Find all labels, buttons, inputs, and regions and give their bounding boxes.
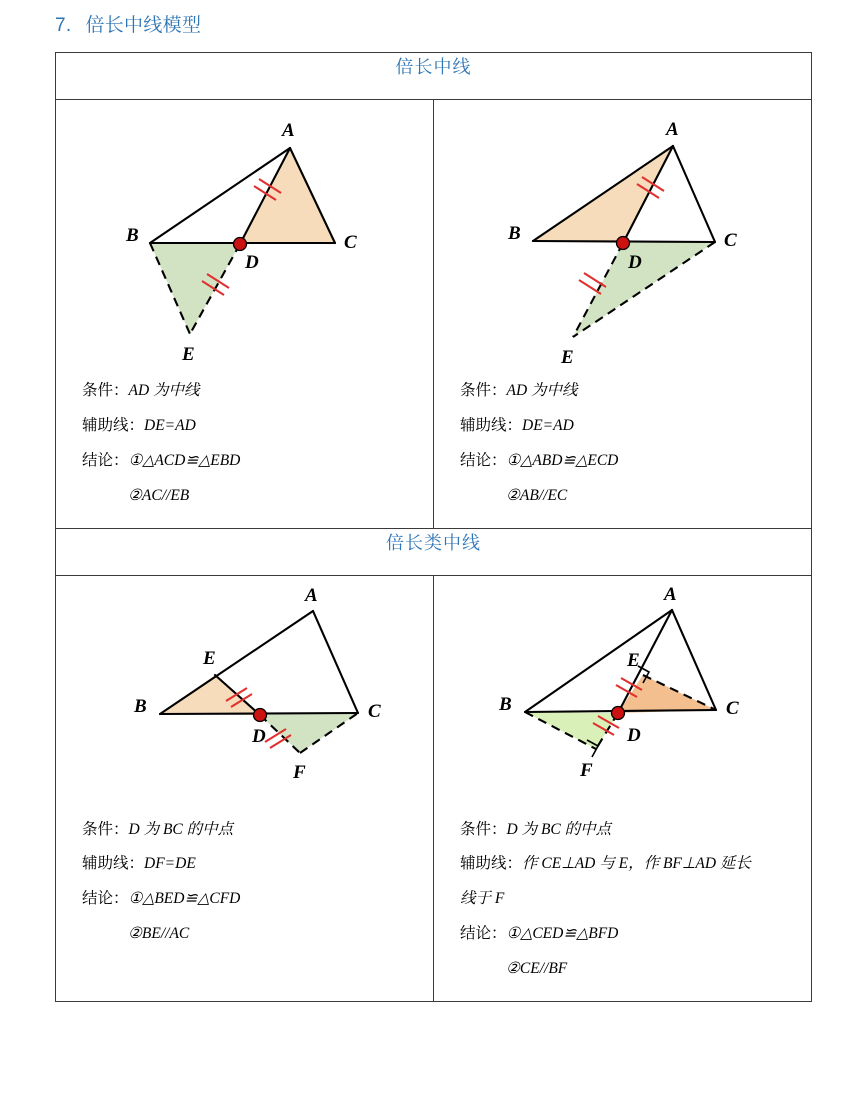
page-title-text: 倍长中线模型 — [85, 15, 202, 36]
vertex-label-b: B — [125, 225, 139, 246]
auxiliary-label: 辅助线： — [82, 416, 145, 434]
vertex-label-b: B — [507, 223, 521, 244]
segment-ac — [673, 146, 715, 242]
vertex-label-c: C — [343, 232, 357, 253]
midpoint-dot-d — [233, 238, 246, 251]
auxiliary-line — [82, 847, 407, 882]
auxiliary-value-1: 作 CE⊥AD 与 E，作 BF⊥AD 延长 — [522, 855, 751, 873]
auxiliary-value: DF=DE — [144, 855, 196, 873]
conclusion-label: 结论： — [460, 451, 507, 469]
conclusion-label: 结论： — [82, 890, 129, 908]
table-cell-2-1 — [56, 575, 434, 1001]
conclusion-line-2 — [82, 479, 407, 514]
auxiliary-value: DE=AD — [144, 416, 196, 434]
conclusion-value-2: ②BE//AC — [128, 925, 190, 943]
vertex-label-d: D — [244, 252, 259, 273]
page-title-number: 7. — [55, 15, 72, 36]
table-row-section-2 — [56, 575, 812, 1001]
double-median-figure-1 — [90, 108, 400, 370]
conclusion-label: 结论： — [460, 925, 507, 943]
midpoint-dot-d — [616, 237, 629, 250]
page-title — [55, 10, 755, 37]
condition-line — [82, 374, 407, 409]
conclusion-line-2 — [460, 952, 785, 987]
midpoint-dot-d — [611, 706, 624, 719]
segment-ac — [313, 611, 358, 713]
auxiliary-value: DE=AD — [522, 416, 574, 434]
text-block-1-2 — [434, 370, 811, 518]
vertex-label-d: D — [627, 252, 642, 273]
auxiliary-label: 辅助线： — [82, 855, 145, 873]
vertex-label-c: C — [367, 700, 381, 722]
vertex-label-a: A — [304, 584, 318, 606]
table-row-band-1 — [56, 53, 812, 100]
figure-container-3 — [56, 584, 433, 809]
condition-line — [460, 374, 785, 409]
table-row-band-2 — [56, 528, 812, 575]
vertex-label-d: D — [626, 724, 641, 746]
auxiliary-line — [460, 409, 785, 444]
vertex-label-f: F — [579, 759, 593, 781]
vertex-label-a: A — [281, 120, 295, 141]
condition-label: 条件： — [460, 382, 507, 399]
vertex-label-d: D — [251, 725, 266, 747]
vertex-label-e: E — [202, 647, 216, 669]
conclusion-value-1: ①△ACD≌△EBD — [128, 451, 241, 469]
green-region-bde — [150, 243, 240, 334]
conclusion-line-1 — [460, 444, 785, 479]
double-quasi-median-figure-1 — [90, 584, 400, 809]
conclusion-line-1 — [82, 444, 407, 479]
double-median-figure-2 — [468, 108, 778, 370]
conclusion-line-2 — [82, 917, 407, 952]
vertex-label-e: E — [181, 344, 195, 365]
conclusion-value-1: ①△BED≌△CFD — [128, 890, 241, 908]
condition-value: AD 为中线 — [128, 382, 200, 399]
band-label: 倍长类中线 — [386, 532, 481, 553]
condition-value: D 为 BC 的中点 — [506, 820, 612, 838]
figure-container-2 — [434, 108, 811, 370]
auxiliary-line-2 — [460, 882, 785, 917]
figure-container-1 — [56, 108, 433, 370]
auxiliary-line-1 — [460, 847, 785, 882]
text-block-2-2 — [434, 809, 811, 991]
table-row-section-1 — [56, 100, 812, 529]
vertex-label-a: A — [663, 583, 677, 605]
auxiliary-line — [82, 409, 407, 444]
condition-label: 条件： — [460, 820, 507, 838]
vertex-label-a: A — [665, 119, 679, 140]
orange-region-adc — [240, 148, 335, 244]
auxiliary-label: 辅助线： — [460, 416, 523, 434]
conclusion-label: 结论： — [82, 451, 129, 469]
double-quasi-median-figure-2 — [468, 584, 778, 809]
condition-label: 条件： — [82, 382, 129, 399]
table-cell-1-2 — [434, 100, 812, 529]
band-label: 倍长中线 — [395, 57, 472, 77]
auxiliary-label: 辅助线： — [460, 855, 523, 873]
vertex-label-e: E — [626, 649, 640, 671]
conclusion-value-2: ②AB//EC — [506, 486, 568, 504]
condition-label: 条件： — [82, 820, 129, 838]
figure-container-4 — [434, 584, 811, 809]
vertex-label-e: E — [560, 347, 574, 368]
green-region-dfc — [260, 713, 358, 753]
table-cell-1-1 — [56, 100, 434, 529]
conclusion-line-2 — [460, 479, 785, 514]
midpoint-dot-d — [253, 708, 266, 721]
condition-value: D 为 BC 的中点 — [128, 820, 234, 838]
conclusion-value-2: ②CE//BF — [506, 960, 568, 977]
text-block-1-1 — [56, 370, 433, 518]
text-block-2-1 — [56, 809, 433, 957]
conclusion-value-2: ②AC//EB — [128, 486, 190, 504]
condition-line — [460, 813, 785, 848]
model-table — [55, 52, 812, 1002]
table-cell-2-2 — [434, 575, 812, 1001]
conclusion-line-1 — [460, 917, 785, 952]
section-band-quasi-median — [56, 528, 812, 575]
vertex-label-b: B — [498, 693, 512, 715]
vertex-label-c: C — [725, 697, 739, 719]
conclusion-value-1: ①△ABD≌△ECD — [506, 451, 619, 469]
auxiliary-value-2: 线于 F — [460, 890, 505, 908]
conclusion-line-1 — [82, 882, 407, 917]
condition-value: AD 为中线 — [506, 382, 578, 399]
vertex-label-c: C — [723, 230, 737, 251]
vertex-label-b: B — [133, 695, 147, 717]
condition-line — [82, 813, 407, 848]
conclusion-value-1: ①△CED≌△BFD — [506, 925, 619, 943]
section-band-double-median — [56, 53, 812, 100]
vertex-label-f: F — [292, 761, 306, 783]
